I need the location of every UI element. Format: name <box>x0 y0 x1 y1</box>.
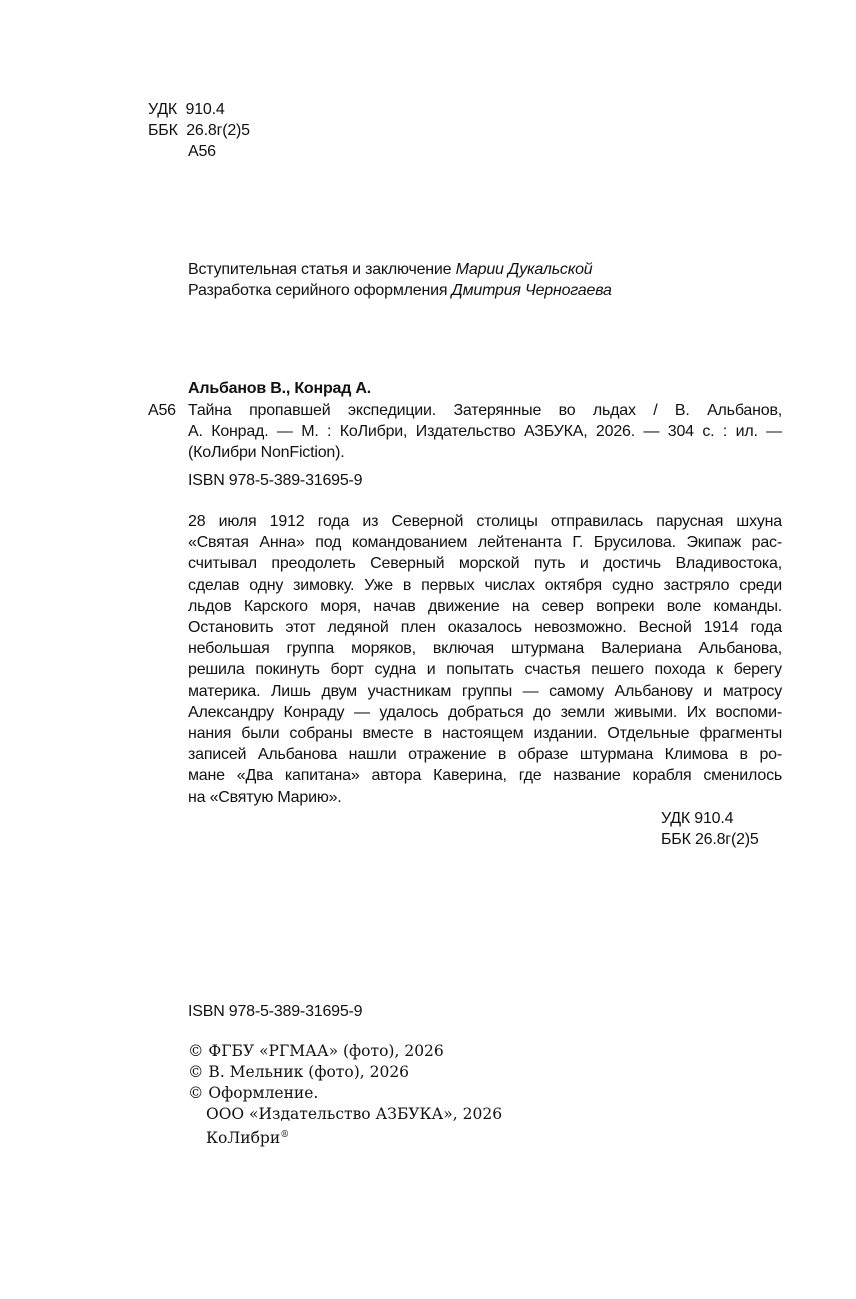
bib-line: Тайна пропавшей экспедиции. Затерянные во льдах / В. Альбанов, <box>188 402 782 419</box>
credit-intro: Вступительная статья и заключение Марии Дукальской <box>188 261 593 278</box>
udk-right: УДК 910.4 <box>661 810 734 827</box>
annotation-line: льдов Карского моря, начав движение на север вопреки воле команды. <box>188 597 782 615</box>
bib-authors: Альбанов В., Конрад А. <box>188 380 372 397</box>
annotation-line: считывал преодолеть Северный морской путь и достичь Владивостока, <box>188 555 782 573</box>
annotation-line: Александру Конраду — удалось добраться до земли живыми. Их воспоми- <box>188 703 782 721</box>
credit-design: Разработка серийного оформления Дмитрия Черногаева <box>188 282 612 299</box>
annotation-line: нания были собраны вместе в настоящем издании. Отдельные фрагменты <box>188 725 782 742</box>
bib-line: А. Конрад. — М. : КоЛибри, Издательство АЗБУКА, 2026. — 304 с. : ил. — <box>188 423 782 440</box>
copyright-line: © В. Мельник (фото), 2026 <box>188 1063 410 1081</box>
annotation-line: записей Альбанова нашли отражение в образе штурмана Климова в ро- <box>188 746 782 764</box>
isbn-footer: ISBN 978-5-389-31695-9 <box>188 1003 363 1020</box>
bib-isbn: ISBN 978-5-389-31695-9 <box>188 472 363 489</box>
bib-line: (КоЛибри NonFiction). <box>188 444 345 461</box>
bib-code: А56 <box>148 402 176 419</box>
copyright-line: © ФГБУ «РГМАА» (фото), 2026 <box>188 1042 444 1060</box>
annotation-line: сделав одну зимовку. Уже в первых числах октября судно застряло среди <box>188 576 782 594</box>
annotation-line: материка. Лишь двум участникам группы — самому Альбанову и матросу <box>188 682 782 700</box>
udk-line: УДК 910.4 <box>148 101 225 118</box>
author-code: А56 <box>188 143 216 160</box>
annotation-line: решила покинуть борт судна и попытать счастья пешего похода к берегу <box>188 661 782 679</box>
copyright-line: КоЛибри® <box>206 1129 290 1148</box>
annotation-line: «Святая Анна» под командованием лейтенанта Г. Брусилова. Экипаж рас- <box>188 534 782 552</box>
annotation-line: Остановить этот ледяной плен оказалось невозможно. Весной 1914 года <box>188 619 782 636</box>
annotation-line: 28 июля 1912 года из Северной столицы отправилась парусная шхуна <box>188 513 782 530</box>
copyright-line: ООО «Издательство АЗБУКА», 2026 <box>206 1105 503 1123</box>
annotation-line: мане «Два капитана» автора Каверина, где название корабля сменилось <box>188 767 782 785</box>
copyright-line: © Оформление. <box>188 1084 319 1102</box>
bbk-line: ББК 26.8г(2)5 <box>148 122 250 139</box>
annotation-line: небольшая группа моряков, включая штурмана Валериана Альбанова, <box>188 640 782 658</box>
bbk-right: ББК 26.8г(2)5 <box>661 831 759 848</box>
registered-mark: ® <box>280 1130 290 1140</box>
annotation-line: на «Святую Марию». <box>188 788 342 806</box>
